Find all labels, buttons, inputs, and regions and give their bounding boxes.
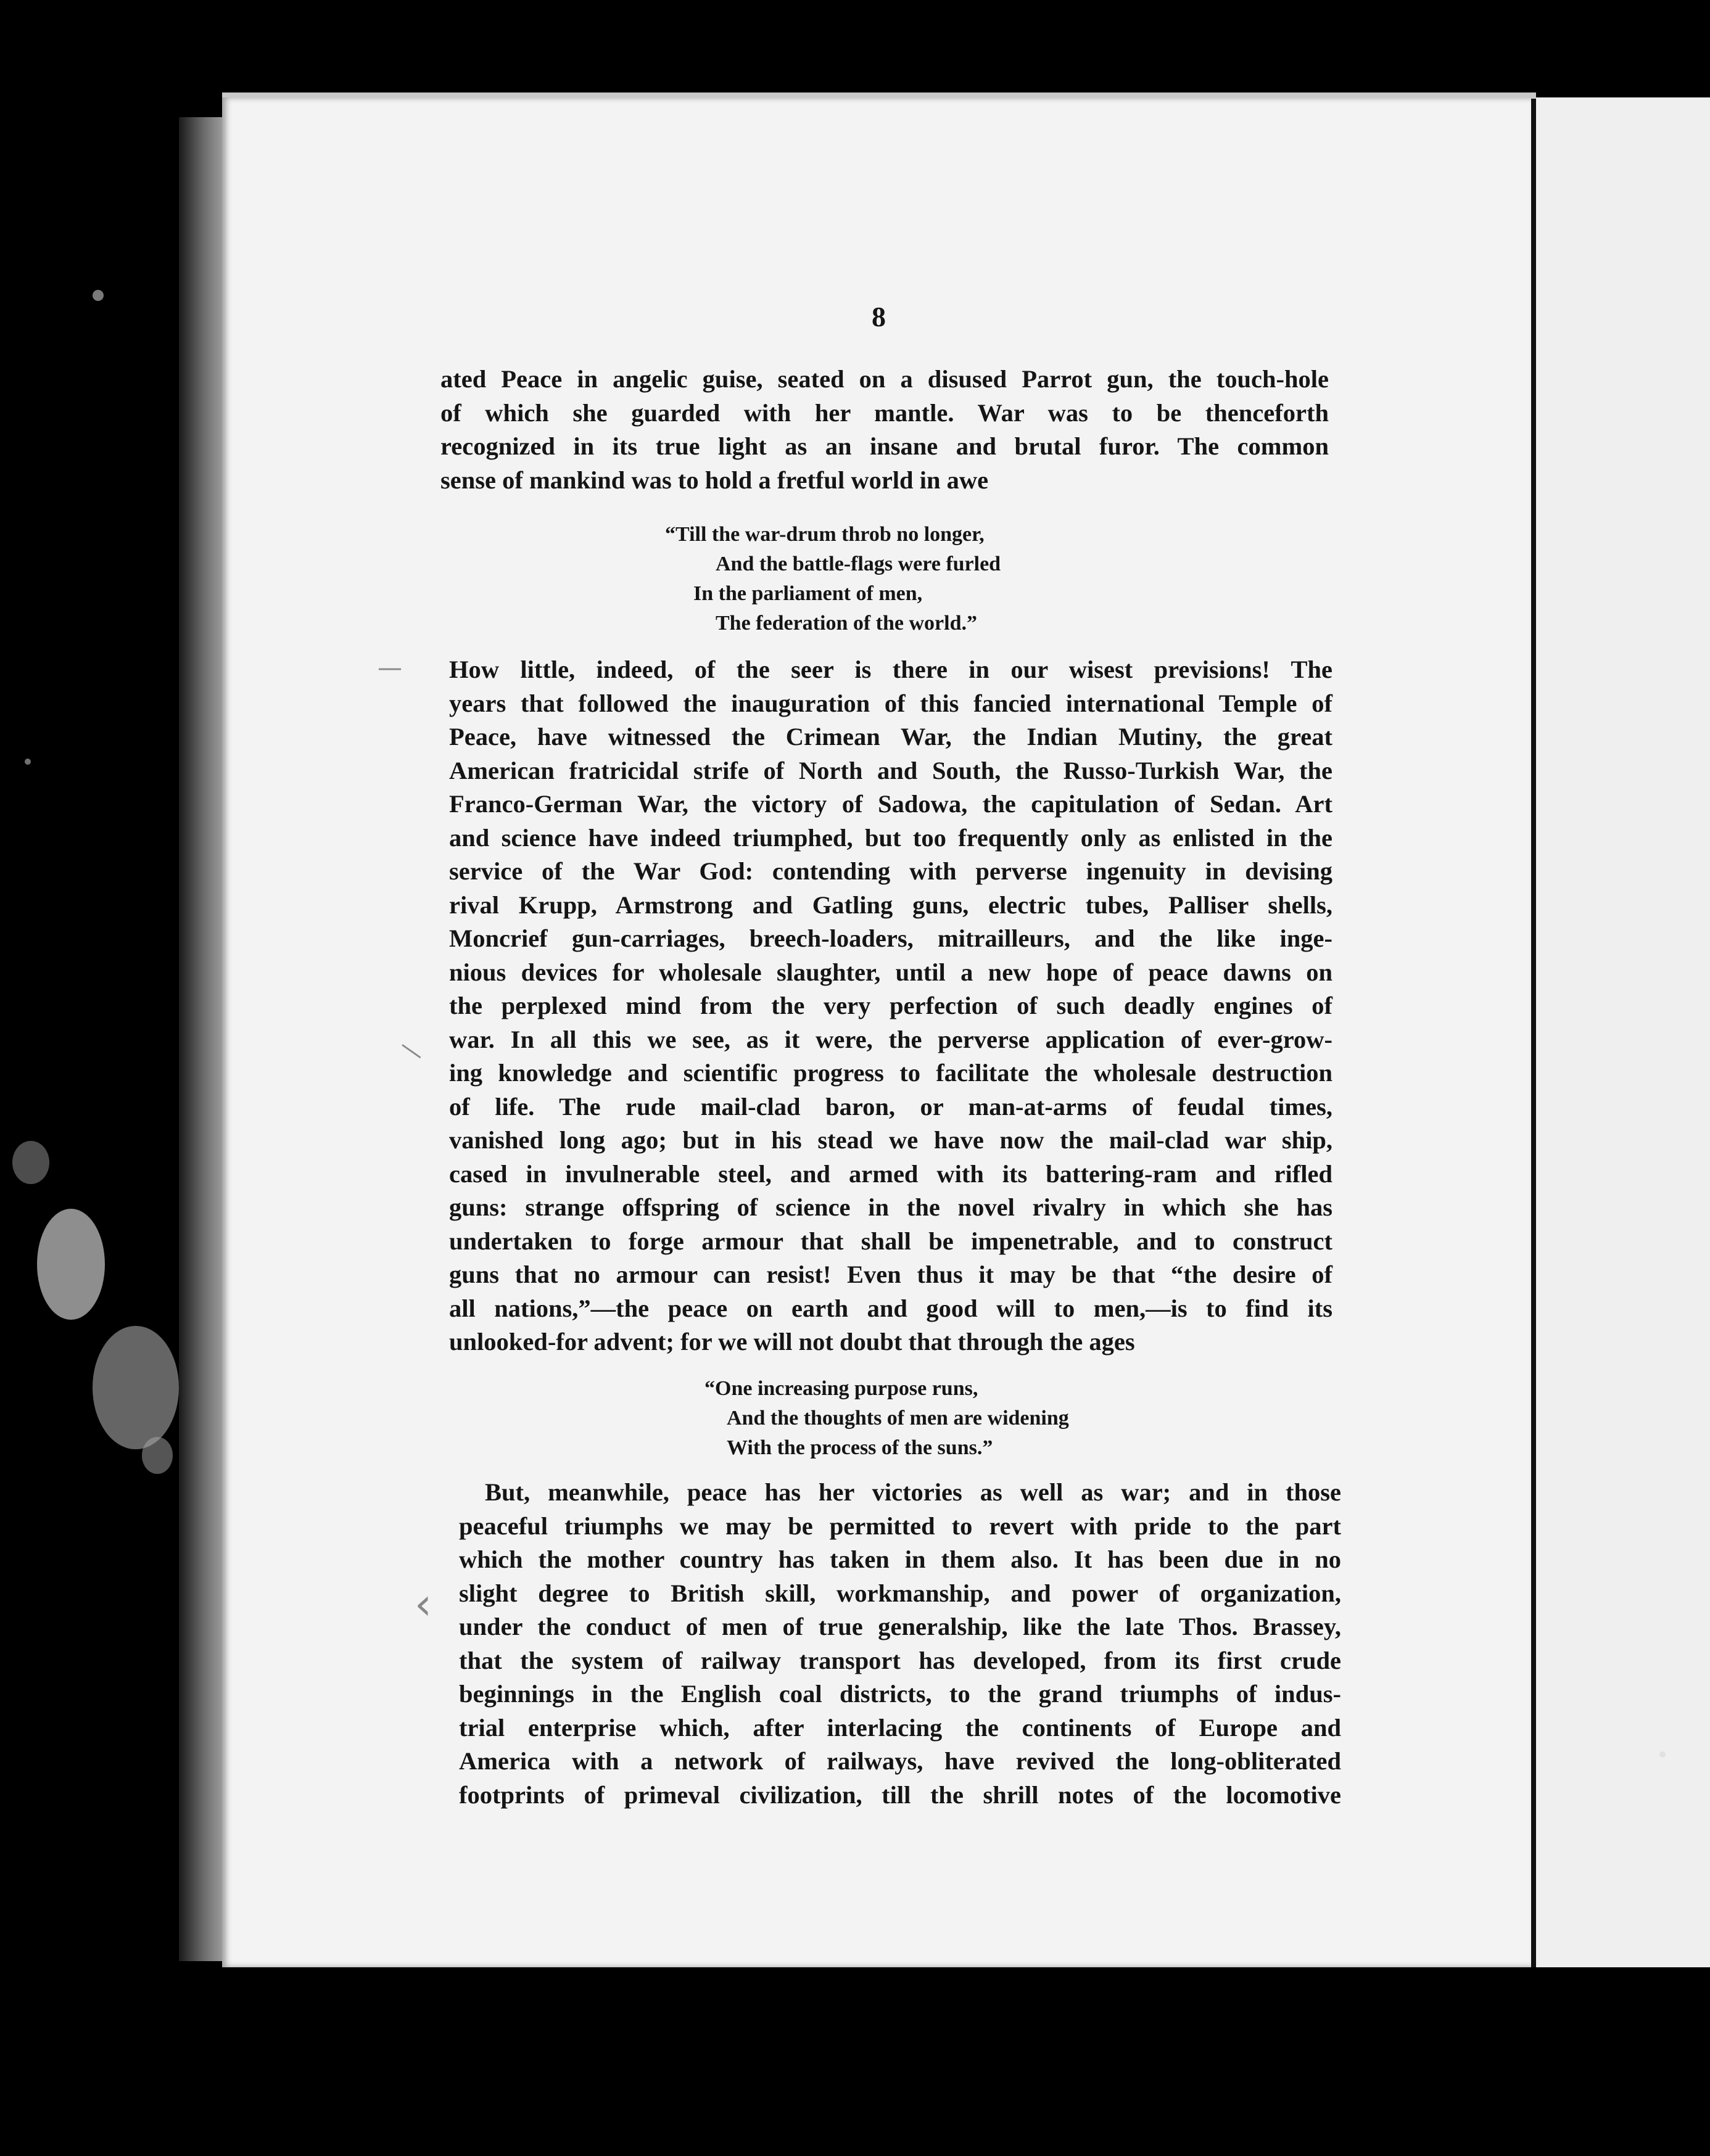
text-line: vanished long ago; but in his stead we have now the mail-clad war ship, bbox=[449, 1126, 1332, 1154]
paragraph-2 bbox=[449, 653, 1332, 1359]
text-line: Peace, have witnessed the Crimean War, the Indian Mutiny, the great bbox=[449, 723, 1332, 751]
text-line: and science have indeed triumphed, but too frequently only as enlisted in the bbox=[449, 823, 1332, 852]
scan-dust bbox=[93, 1326, 179, 1449]
facing-page-edge bbox=[1536, 97, 1710, 1967]
verse-line: With the process of the suns.” bbox=[727, 1436, 993, 1459]
text-line: trial enterprise which, after interlacing the continents of Europe and bbox=[459, 1713, 1341, 1742]
text-line: slight degree to British skill, workmanship, and power of organization, bbox=[459, 1579, 1341, 1607]
verse-quote-2 bbox=[704, 1374, 1069, 1463]
margin-dash-mark: — bbox=[378, 654, 402, 682]
text-line: footprints of primeval civilization, till the shrill notes of the locomotive bbox=[459, 1780, 1341, 1809]
text-line: unlooked-for advent; for we will not doubt that through the ages bbox=[449, 1328, 1135, 1356]
text-line: guns that no armour can resist! Even thus it may be that “the desire of bbox=[449, 1261, 1332, 1288]
margin-tick-mark: — bbox=[394, 1031, 431, 1069]
text-line: How little, indeed, of the seer is there in our wisest previsions! The bbox=[449, 656, 1332, 683]
text-line: service of the War God: contending with perverse ingenuity in devising bbox=[449, 857, 1332, 885]
paragraph-3 bbox=[459, 1476, 1341, 1812]
scan-dust bbox=[93, 290, 104, 301]
scan-dust bbox=[142, 1437, 173, 1474]
text-line: sense of mankind was to hold a fretful world in awe bbox=[440, 466, 989, 494]
text-line: ated Peace in angelic guise, seated on a disused Parrot gun, the touch-hole bbox=[440, 365, 1329, 393]
text-line: under the conduct of men of true generalship, like the late Thos. Brassey, bbox=[459, 1613, 1341, 1640]
verse-line: “Till the war-drum throb no longer, bbox=[665, 523, 985, 546]
scan-dust bbox=[12, 1141, 49, 1184]
verse-line: In the parliament of men, bbox=[693, 582, 923, 605]
scan-dust bbox=[1659, 1751, 1666, 1758]
text-line: the perplexed mind from the very perfection of such deadly engines of bbox=[449, 992, 1332, 1019]
text-line: American fratricidal strife of North and South, the Russo-Turkish War, the bbox=[449, 756, 1332, 784]
text-line: of which she guarded with her mantle. War was to be thenceforth bbox=[440, 398, 1329, 427]
verse-line: And the thoughts of men are widening bbox=[727, 1407, 1069, 1430]
text-line: of life. The rude mail-clad baron, or man-at-arms of feudal times, bbox=[449, 1092, 1332, 1121]
text-line: America with a network of railways, have revived the long-obliterated bbox=[459, 1747, 1341, 1775]
text-line: guns: strange offspring of science in the novel rivalry in which she has bbox=[449, 1193, 1332, 1221]
text-line: Moncrief gun-carriages, breech-loaders, mitrailleurs, and the like inge- bbox=[449, 924, 1332, 952]
text-line: peaceful triumphs we may be permitted to revert with pride to the part bbox=[459, 1512, 1341, 1540]
paragraph-1 bbox=[440, 363, 1329, 497]
scan-dust bbox=[37, 1209, 105, 1320]
text-line: undertaken to forge armour that shall be impenetrable, and to construct bbox=[449, 1227, 1332, 1255]
verse-quote-1 bbox=[665, 520, 1001, 638]
text-line: cased in invulnerable steel, and armed with its battering-ram and rifled bbox=[449, 1159, 1332, 1188]
page-number: 8 bbox=[872, 301, 886, 332]
verse-line: “One increasing purpose runs, bbox=[704, 1377, 978, 1400]
text-line: war. In all this we see, as it were, the perverse application of ever-grow- bbox=[449, 1025, 1332, 1053]
scan-dust bbox=[25, 759, 31, 765]
text-line: rival Krupp, Armstrong and Gatling guns, electric tubes, Palliser shells, bbox=[449, 891, 1332, 919]
verse-line: And the battle-flags were furled bbox=[716, 553, 1001, 575]
text-line: which the mother country has taken in them also. It has been due in no bbox=[459, 1545, 1341, 1573]
margin-bracket-mark: ‹ bbox=[415, 1579, 432, 1629]
text-line: years that followed the inauguration of this fancied international Temple of bbox=[449, 689, 1332, 717]
text-line: beginnings in the English coal districts, to the grand triumphs of indus- bbox=[459, 1680, 1341, 1708]
text-line: ing knowledge and scientific progress to facilitate the wholesale destruction bbox=[449, 1059, 1332, 1087]
text-line: But, meanwhile, peace has her victories as well as war; and in those bbox=[485, 1478, 1341, 1506]
text-line: nious devices for wholesale slaughter, until a new hope of peace dawns on bbox=[449, 958, 1332, 986]
text-line: all nations,”—the peace on earth and good will to men,—is to find its bbox=[449, 1294, 1332, 1322]
text-line: Franco-German War, the victory of Sadowa, the capitulation of Sedan. Art bbox=[449, 790, 1332, 818]
text-line: recognized in its true light as an insane and brutal furor. The common bbox=[440, 432, 1329, 460]
text-line: that the system of railway transport has developed, from its first crude bbox=[459, 1646, 1341, 1674]
verse-line: The federation of the world.” bbox=[716, 612, 978, 635]
